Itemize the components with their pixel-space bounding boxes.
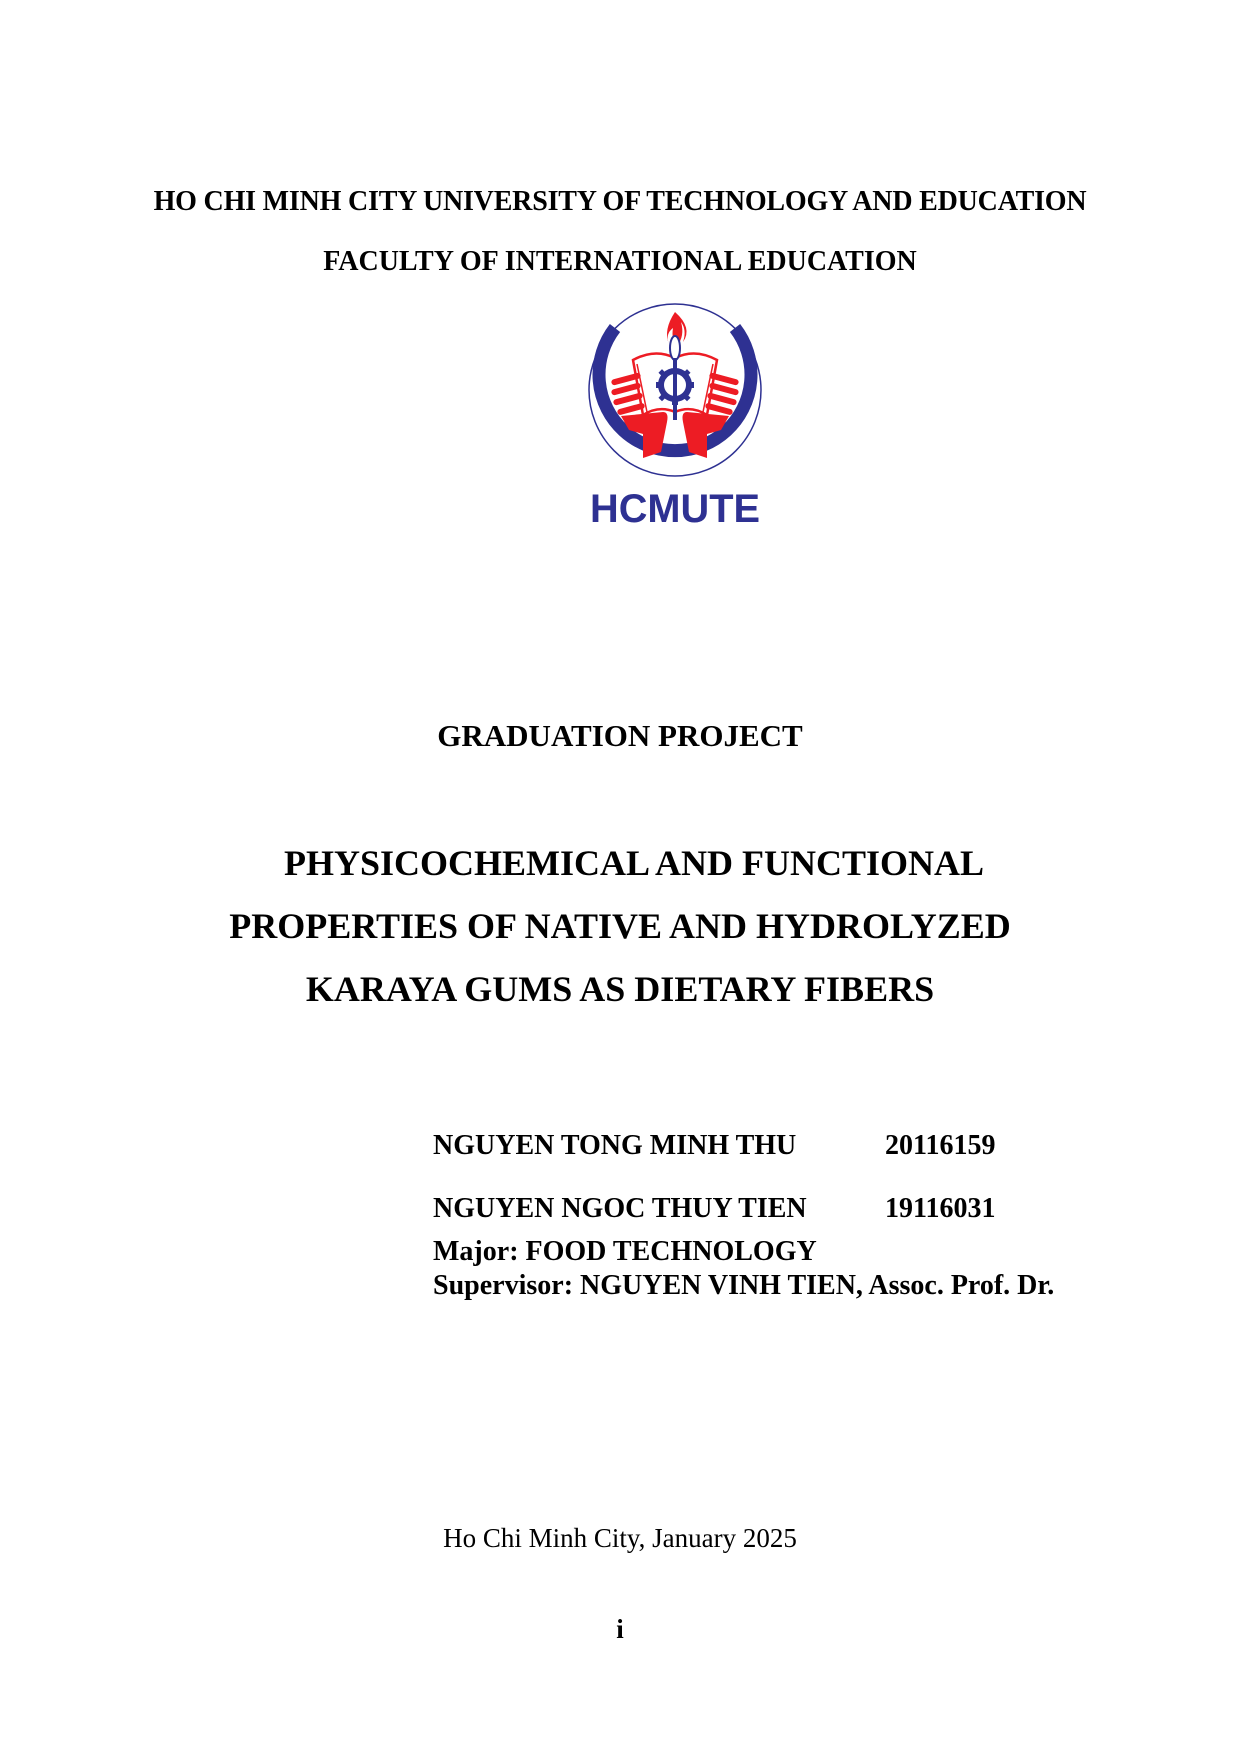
colon: : [563, 1270, 581, 1301]
student-row [433, 1193, 996, 1225]
student-name: NGUYEN NGOC THUY TIEN [433, 1193, 807, 1224]
university-logo [585, 300, 765, 530]
thesis-title-line-2: PROPERTIES OF NATIVE AND HYDROLYZED [229, 906, 1011, 946]
major-label: Major [433, 1236, 510, 1267]
thesis-title-line-1: PHYSICOCHEMICAL AND FUNCTIONAL [283, 843, 985, 883]
supervisor-value: NGUYEN VINH TIEN, Assoc. Prof. Dr. [580, 1270, 1055, 1301]
supervisor-line [433, 1270, 1054, 1302]
student-name: NGUYEN TONG MINH THU [433, 1130, 797, 1161]
supervisor-label: Supervisor [433, 1270, 564, 1301]
hcmute-logo-icon [585, 300, 765, 530]
place-and-date: Ho Chi Minh City, January 2025 [443, 1523, 797, 1553]
student-id: 19116031 [885, 1193, 996, 1224]
document-type: GRADUATION PROJECT [437, 718, 803, 753]
faculty-name: FACULTY OF INTERNATIONAL EDUCATION [323, 246, 917, 277]
student-id: 20116159 [885, 1130, 996, 1161]
thesis-title-line-3: KARAYA GUMS AS DIETARY FIBERS [305, 969, 935, 1009]
major-line [433, 1236, 817, 1268]
student-row [433, 1130, 996, 1162]
major-value: FOOD TECHNOLOGY [525, 1236, 817, 1267]
university-name: HO CHI MINH CITY UNIVERSITY OF TECHNOLOGY AND EDUCATION [153, 186, 1087, 217]
page-number: i [616, 1614, 624, 1644]
logo-wordmark: HCMUTE [590, 487, 760, 530]
colon: : [509, 1236, 526, 1267]
